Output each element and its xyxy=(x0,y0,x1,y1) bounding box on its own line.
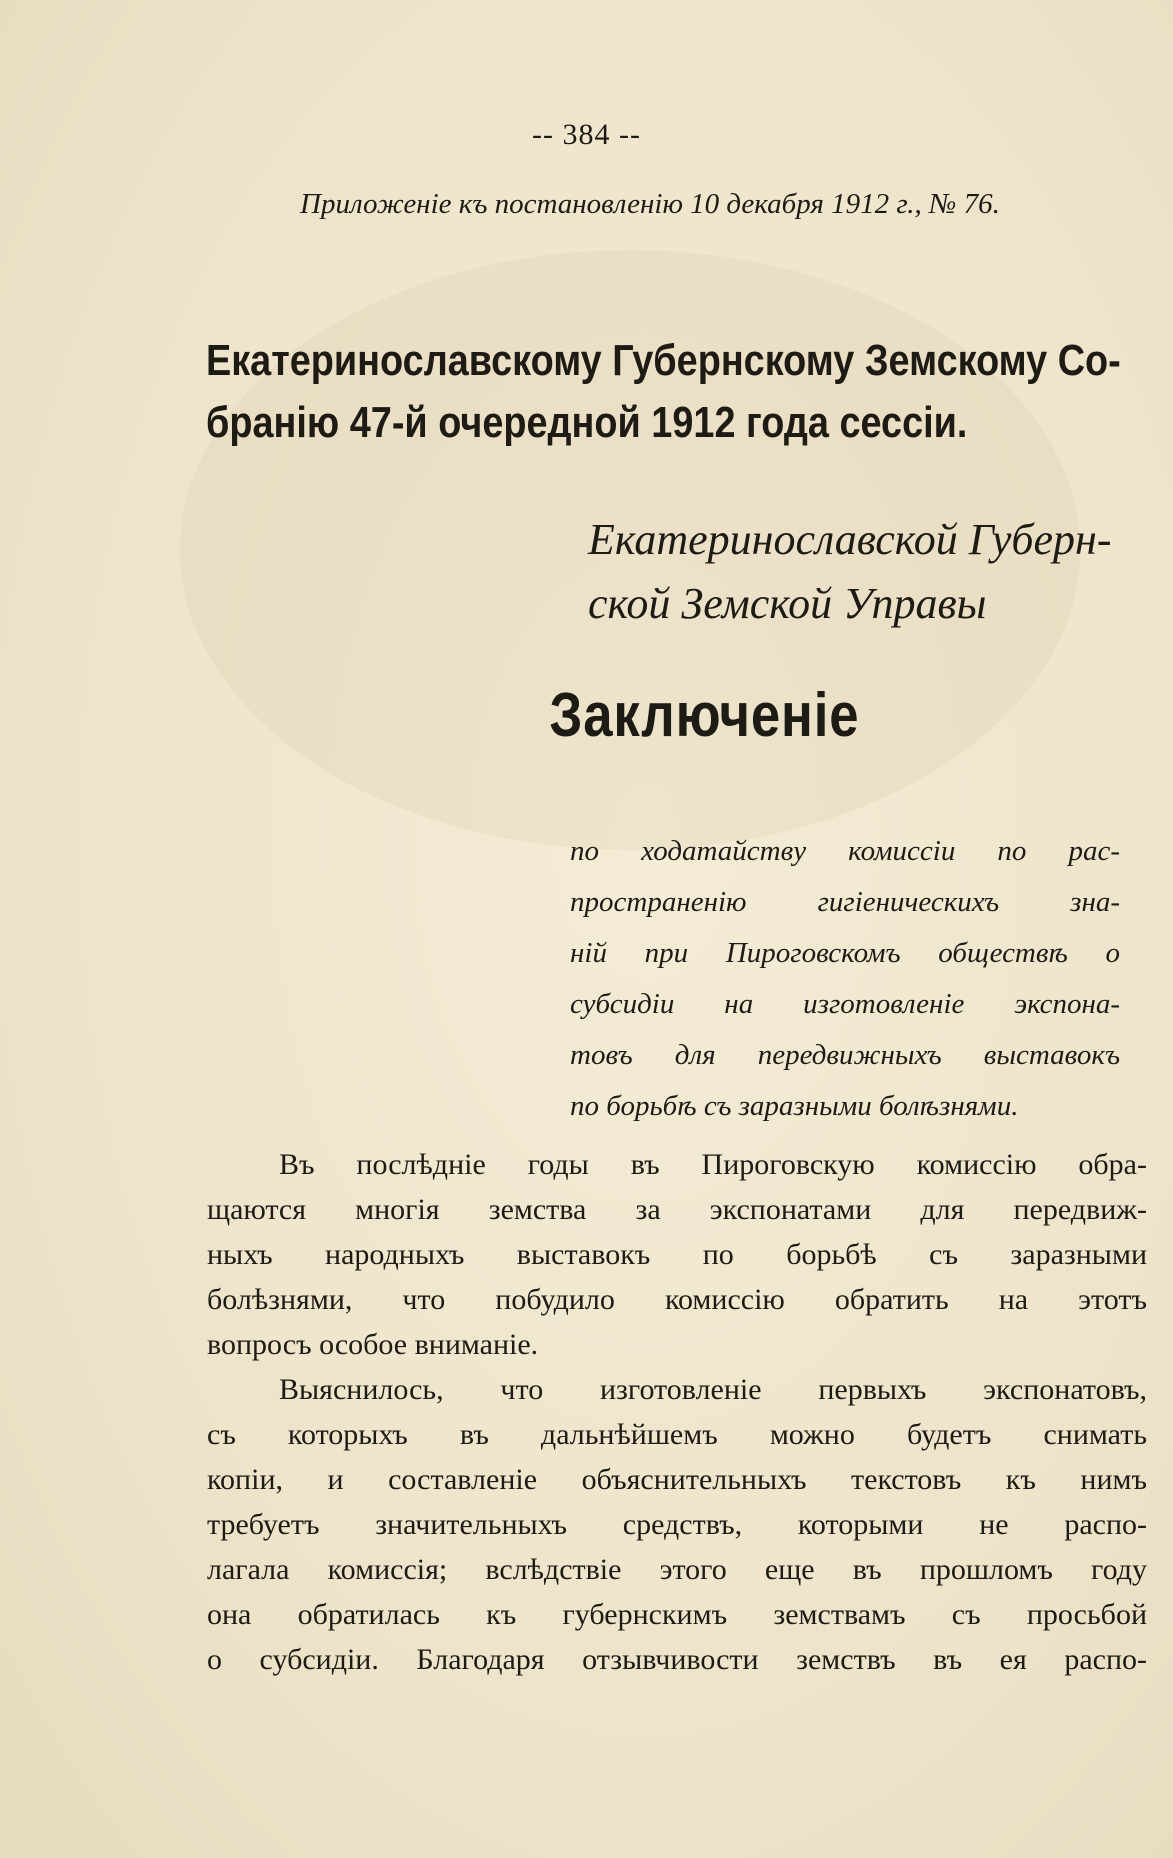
issuer-heading xyxy=(588,508,1128,636)
appendix-note: Приложенiе къ постановленiю 10 декабря 1912 г., № 76. xyxy=(300,188,1000,220)
page-number: -- 384 -- xyxy=(532,118,641,151)
addressee-line: бранiю 47-й очередной 1912 года сессiи. xyxy=(206,398,968,447)
body-line: о субсидiи. Благодаря отзывчивости земствъ въ ея распо- xyxy=(207,1643,1147,1676)
addressee-line: Екатеринославскому Губернскому Земскому Со- xyxy=(206,336,1121,385)
body-line: Выяснилось, что изготовленiе первыхъ экспонатовъ, xyxy=(279,1373,1147,1406)
addressee-heading xyxy=(206,330,1121,454)
issuer-line: ской Земской Управы xyxy=(588,579,987,628)
subject-line: товъ для передвижныхъ выставокъ xyxy=(570,1039,1120,1071)
subject-line: по ходатайству комиссiи по рас- xyxy=(570,835,1120,867)
body-line: вопросъ особое вниманiе. xyxy=(207,1328,539,1361)
body-text xyxy=(207,1142,1147,1682)
body-line: щаются многiя земства за экспонатами для передвиж- xyxy=(207,1193,1147,1226)
body-line: ныхъ народныхъ выставокъ по борьбѣ съ заразными xyxy=(207,1238,1147,1271)
issuer-line: Екатеринославской Губерн- xyxy=(588,515,1112,564)
subject-block xyxy=(570,826,1120,1132)
body-line: копiи, и составленiе объяснительныхъ текстовъ къ нимъ xyxy=(207,1463,1147,1496)
document-title xyxy=(0,680,1173,751)
body-line: лагала комиссiя; вслѣдствiе этого еще въ прошломъ году xyxy=(207,1553,1147,1586)
body-line: она обратилась къ губернскимъ земствамъ съ просьбой xyxy=(207,1598,1147,1631)
subject-line: субсидiи на изготовленiе экспона- xyxy=(570,988,1120,1020)
body-line: требуетъ значительныхъ средствъ, которыми не распо- xyxy=(207,1508,1147,1541)
document-title-text: Заключенiе xyxy=(548,681,860,750)
body-line: Въ послѣднiе годы въ Пироговскую комиссiю обра- xyxy=(279,1148,1147,1181)
subject-line: по борьбѣ съ заразными болѣзнями. xyxy=(570,1090,1019,1122)
body-line: болѣзнями, что побудило комиссiю обратить на этотъ xyxy=(207,1283,1147,1316)
subject-line: нiй при Пироговскомъ обществѣ о xyxy=(570,937,1120,969)
body-line: съ которыхъ въ дальнѣйшемъ можно будетъ снимать xyxy=(207,1418,1147,1451)
subject-line: пространенiю гигiеническихъ зна- xyxy=(570,886,1120,918)
